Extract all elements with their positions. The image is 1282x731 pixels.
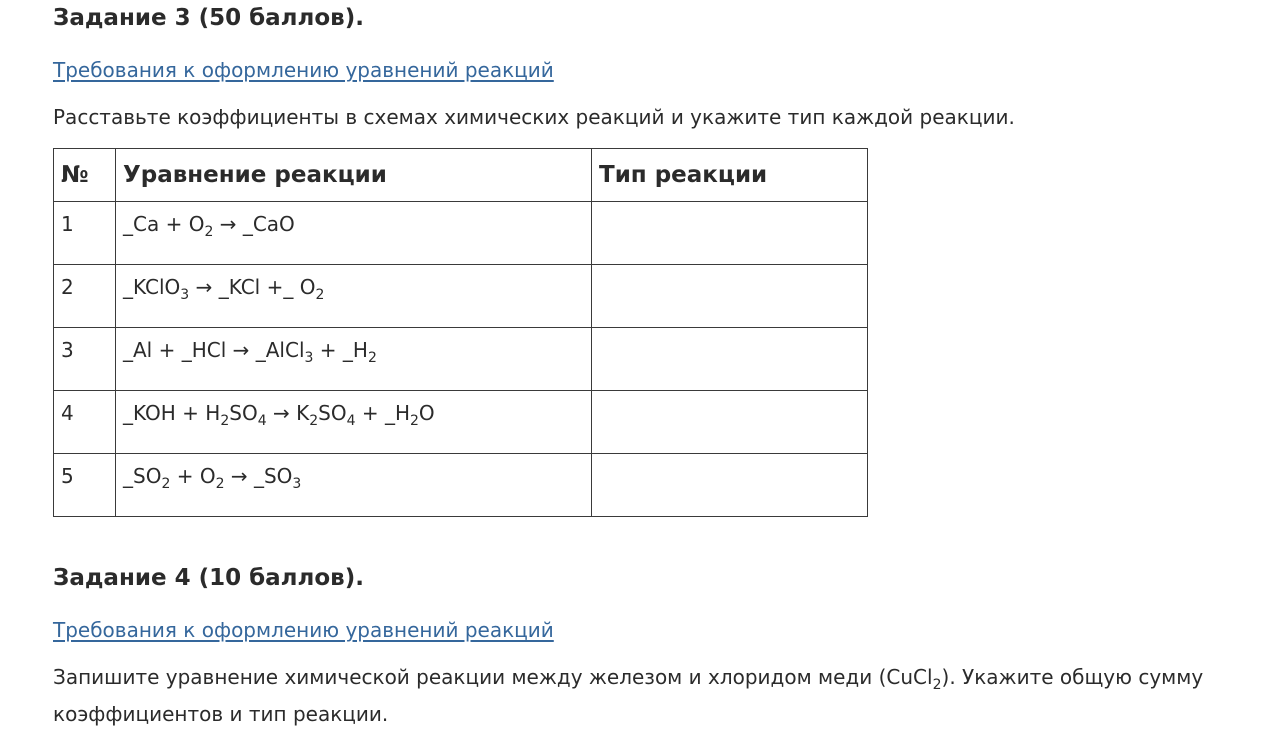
subscript: 4 <box>346 413 356 429</box>
subscript: 2 <box>932 677 942 693</box>
task-4-requirements-link[interactable]: Требования к оформлению уравнений реакций <box>53 618 554 642</box>
table-row <box>54 265 868 328</box>
row-equation: _KOH + $H_2SO_4 \to K_2SO_4$ + $\_H_2O$ <box>116 391 592 454</box>
table-header-row <box>54 149 868 202</box>
subscript: 2 <box>367 350 377 366</box>
task-3-requirements-link[interactable]: Требования к оформлению уравнений реакций <box>53 58 554 82</box>
subscript: 2 <box>161 476 171 492</box>
row-equation: _Al + _HCl → _AlCl$_3$ + $\_H_2$ <box>116 328 592 391</box>
subscript: 3 <box>180 287 190 303</box>
row-type-cell <box>592 328 868 391</box>
reactions-table <box>53 148 868 517</box>
row-equation: _KClO$_3$ → _KCl +_ $O_2$ <box>116 265 592 328</box>
subscript: 2 <box>315 287 325 303</box>
subscript: 3 <box>304 350 314 366</box>
row-number: 1 <box>54 202 116 265</box>
row-number: 5 <box>54 454 116 517</box>
header-number: № <box>54 149 116 202</box>
row-type-cell <box>592 391 868 454</box>
task-4-title: Задание 4 (10 баллов). <box>53 565 364 591</box>
subscript: 4 <box>257 413 267 429</box>
subscript: 2 <box>309 413 319 429</box>
header-type: Тип реакции <box>592 149 868 202</box>
subscript: 2 <box>215 476 225 492</box>
subscript: 2 <box>220 413 230 429</box>
subscript: 3 <box>292 476 302 492</box>
row-type-cell <box>592 454 868 517</box>
task-4-instruction: Запишите уравнение химической реакции между железом и хлоридом меди (CuCl$_2$). Укажите общую сумму коэффициентов и тип реакции. <box>53 665 1204 726</box>
subscript: 2 <box>410 413 419 429</box>
table-row <box>54 328 868 391</box>
row-type-cell <box>592 202 868 265</box>
task-3-title: Задание 3 (50 баллов). <box>53 5 364 31</box>
row-type-cell <box>592 265 868 328</box>
row-number: 2 <box>54 265 116 328</box>
table-row <box>54 454 868 517</box>
row-equation: $\_SO_2 + O_2$ → $\_SO_3$ <box>116 454 592 517</box>
table-row <box>54 391 868 454</box>
header-equation: Уравнение реакции <box>116 149 592 202</box>
row-number: 4 <box>54 391 116 454</box>
task-3-instruction: Расставьте коэффициенты в схемах химических реакций и укажите тип каждой реакции. <box>53 105 1015 129</box>
table-row <box>54 202 868 265</box>
row-number: 3 <box>54 328 116 391</box>
row-equation: _Ca + $O_2$ → _CaO <box>116 202 592 265</box>
subscript: 2 <box>204 224 214 240</box>
